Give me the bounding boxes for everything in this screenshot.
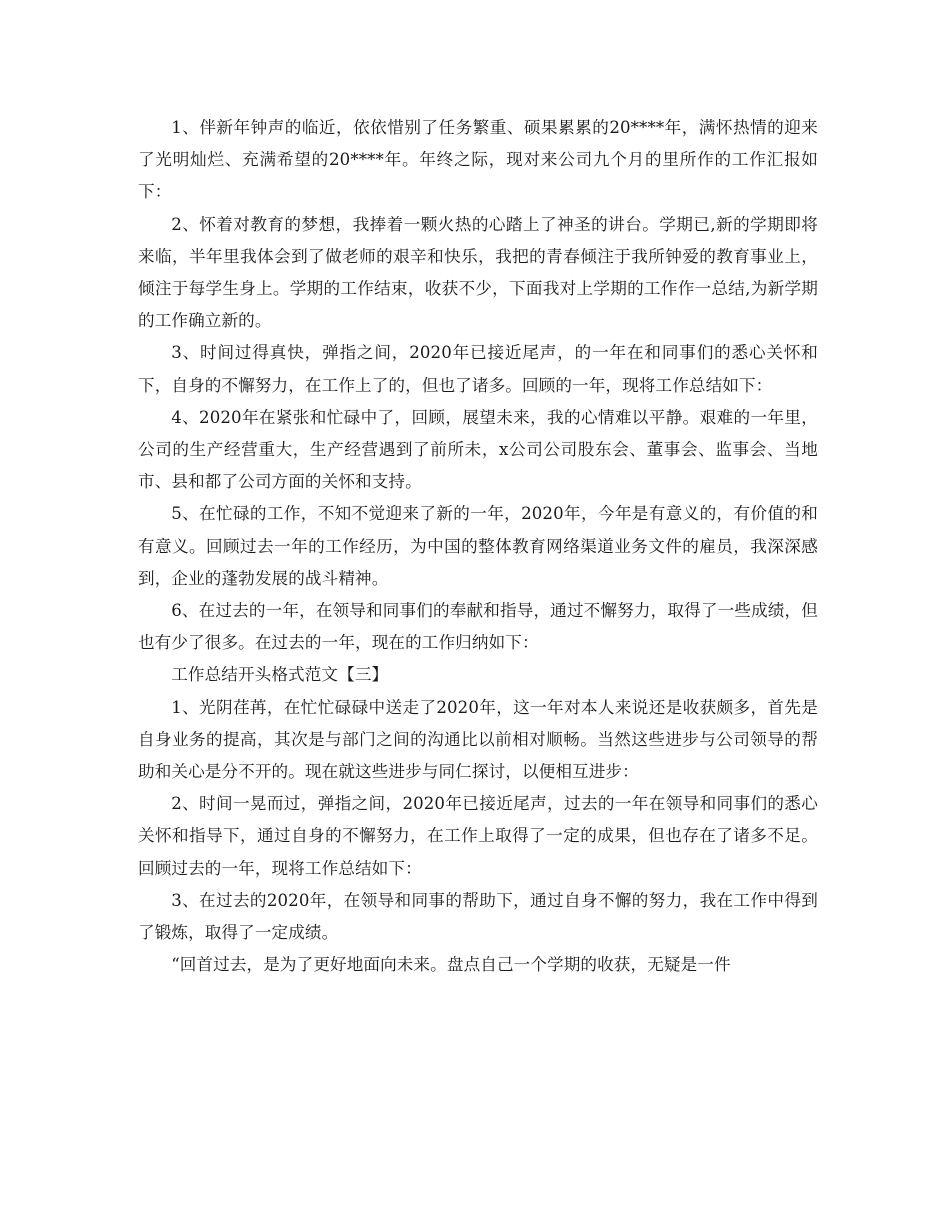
paragraph-6: 6、在过去的一年，在领导和同事们的奉献和指导，通过不懈努力，取得了一些成绩，但也有少了很多。在过去的一年，现在的工作归纳如下： — [138, 601, 818, 653]
paragraph-7: 1、光阴荏苒，在忙忙碌碌中送走了2020年，这一年对本人来说还是收获颇多，首先是自身业务的提高，其次是与部门之间的沟通比以前相对顺畅。当然这些进步与公司领导的帮助和关心是分不开的。现在就这些进步与同仁探讨，以便相互进步： — [138, 697, 818, 782]
paragraph-5: 5、在忙碌的工作，不知不觉迎来了新的一年，2020年，今年是有意义的，有价值的和有意义。回顾过去一年的工作经历，为中国的整体教育网络渠道业务文件的雇员，我深深感到，企业的蓬勃发展的战斗精神。 — [138, 504, 818, 588]
paragraph-8: 2、时间一晃而过，弹指之间，2020年已接近尾声，过去的一年在领导和同事们的悉心关怀和指导下，通过自身的不懈努力，在工作上取得了一定的成果，但也存在了诸多不足。回顾过去的一年，现将工作总结如下： — [138, 794, 818, 878]
section-heading: 工作总结开头格式范文【三】 — [171, 665, 389, 685]
paragraph-9: 3、在过去的2020年，在领导和同事的帮助下，通过自身不懈的努力，我在工作中得到了锻炼，取得了一定成绩。 — [138, 890, 818, 943]
paragraph-2: 2、怀着对教育的梦想，我捧着一颗火热的心踏上了神圣的讲台。学期已,新的学期即将来临，半年里我体会到了做老师的艰辛和快乐，我把的青春倾注于我所钟爱的教育事业上，倾注于每学生身上。学期的工作结束，收获不少，下面我对上学期的工作作一总结,为新学期的工作确立新的。 — [138, 214, 818, 331]
document-body — [138, 112, 818, 981]
paragraph-4: 4、2020年在紧张和忙碌中了，回顾，展望未来，我的心情难以平静。艰难的一年里，公司的生产经营重大，生产经营遇到了前所未，x公司公司股东会、董事会、监事会、当地市、县和都了公司方面的关怀和支持。 — [138, 407, 818, 492]
paragraph-1: 1、伴新年钟声的临近，依依惜别了任务繁重、硕果累累的20****年，满怀热情的迎来了光明灿烂、充满希望的20****年。年终之际，现对来公司九个月的里所作的工作汇报如下： — [138, 118, 818, 202]
paragraph-10: “回首过去，是为了更好地面向未来。盘点自己一个学期的收获，无疑是一件 — [171, 955, 731, 975]
paragraph-3: 3、时间过得真快，弹指之间，2020年已接近尾声，的一年在和同事们的悉心关怀和下，自身的不懈努力，在工作上了的，但也了诸多。回顾的一年，现将工作总结如下： — [138, 343, 818, 395]
